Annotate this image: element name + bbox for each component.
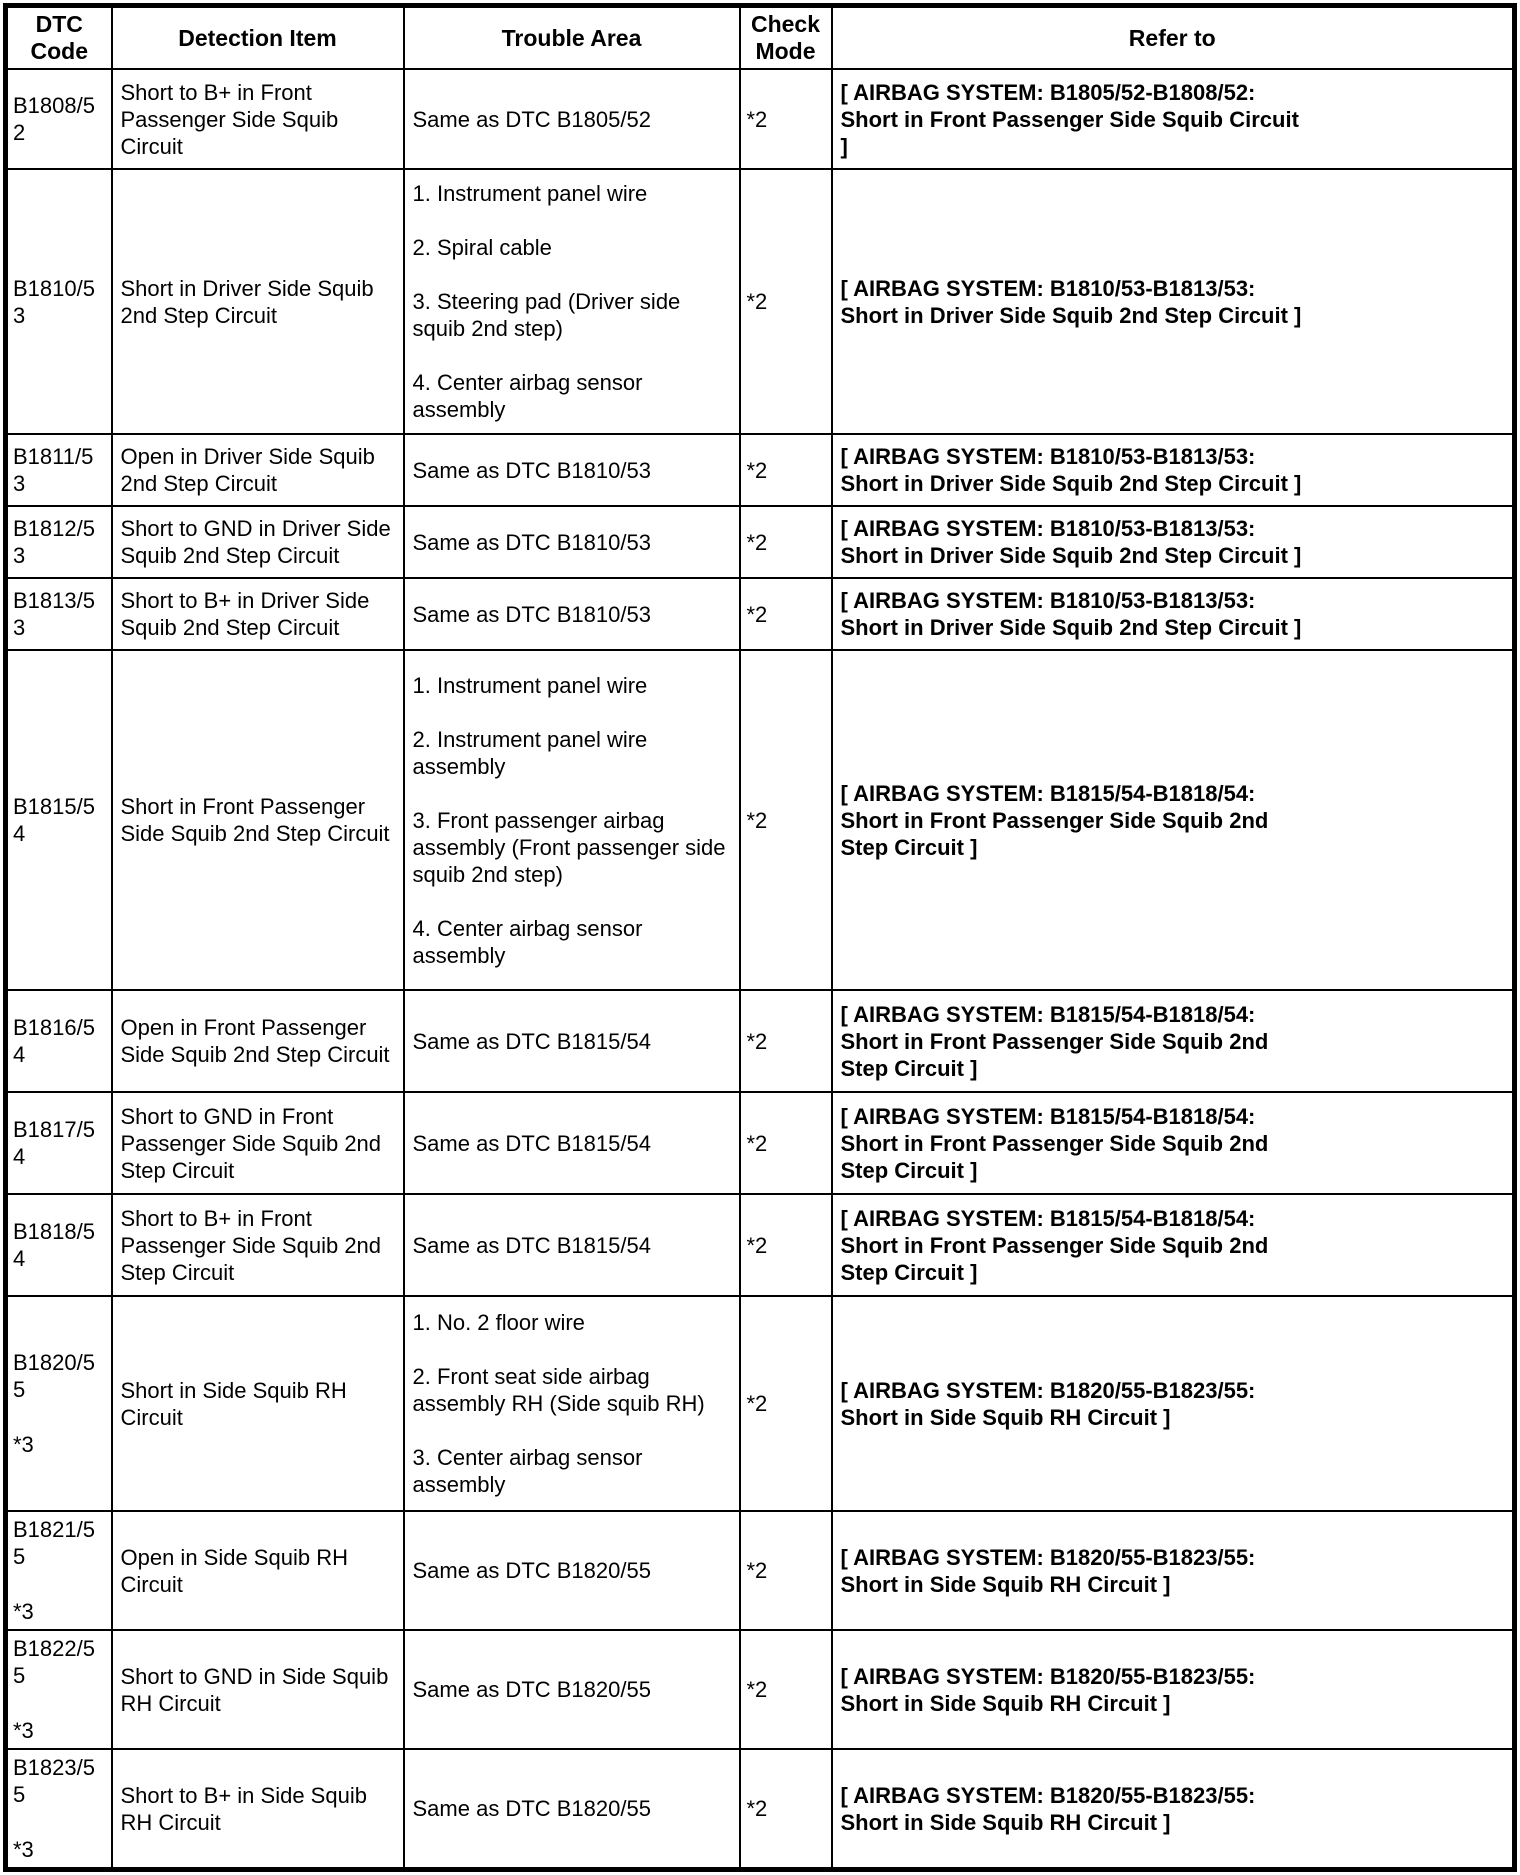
trouble-area-item: Same as DTC B1815/54 (412, 1028, 651, 1054)
refer-to-line: [ AIRBAG SYSTEM: B1810/53-B1813/53: (840, 588, 1256, 613)
check-mode-value: *2 (746, 457, 768, 483)
refer-to-cell (832, 69, 1515, 169)
dtc-code-footnote: *3 (13, 1599, 34, 1624)
refer-to-line: [ AIRBAG SYSTEM: B1815/54-B1818/54: (840, 780, 1256, 806)
trouble-area-item: 3. Steering pad (Driver side squib 2nd step) (412, 289, 681, 341)
trouble-area-item: Same as DTC B1810/53 (412, 457, 651, 483)
dtc-code-cell (6, 650, 112, 990)
check-mode-value: *2 (746, 529, 768, 555)
refer-to-cell (832, 1296, 1515, 1511)
detection-item-text: Short to B+ in Driver Side Squib 2nd Step Circuit (120, 588, 370, 640)
trouble-area-cell (404, 1194, 740, 1296)
refer-to-line: Short in Front Passenger Side Squib 2nd (840, 1028, 1269, 1054)
dtc-code-cell (6, 1296, 112, 1511)
trouble-area-cell (404, 506, 740, 578)
detection-item-text: Open in Front Passenger Side Squib 2nd Step Circuit (120, 1015, 390, 1067)
refer-to-line: Short in Side Squib RH Circuit ] (840, 1404, 1171, 1430)
trouble-area-item: Same as DTC B1815/54 (412, 1232, 651, 1258)
table-row (6, 434, 1515, 506)
trouble-area-cell (404, 169, 740, 434)
dtc-code: B1812/53 (13, 516, 95, 568)
trouble-area-item: 2. Instrument panel wire assembly (412, 726, 648, 779)
dtc-code: B1815/54 (13, 794, 95, 846)
refer-to-line: Short in Side Squib RH Circuit ] (840, 1571, 1171, 1597)
check-mode-cell (740, 434, 832, 506)
detection-item-text: Short in Side Squib RH Circuit (120, 1377, 347, 1430)
trouble-area-item: 3. Front passenger airbag assembly (Front passenger side squib 2nd step) (412, 807, 726, 887)
dtc-code: B1820/55 (13, 1350, 95, 1402)
refer-to-line: [ AIRBAG SYSTEM: B1820/55-B1823/55: (840, 1544, 1256, 1570)
table-row (6, 990, 1515, 1092)
table-row (6, 578, 1515, 650)
refer-to-line: Short in Driver Side Squib 2nd Step Circuit ] (840, 471, 1302, 496)
refer-to-line: Step Circuit ] (840, 1055, 978, 1081)
detection-item-text: Short in Driver Side Squib 2nd Step Circuit (120, 275, 374, 328)
refer-to-line: Short in Driver Side Squib 2nd Step Circuit ] (840, 302, 1302, 328)
check-mode-cell (740, 1630, 832, 1749)
detection-item-cell (112, 1296, 404, 1511)
dtc-code-footnote: *3 (13, 1837, 34, 1862)
trouble-area-item: 4. Center airbag sensor assembly (412, 915, 643, 968)
check-mode-cell (740, 1092, 832, 1194)
check-mode-cell (740, 578, 832, 650)
trouble-area-item: Same as DTC B1820/55 (412, 1796, 651, 1821)
refer-to-line: Short in Front Passenger Side Squib Circuit (840, 106, 1299, 132)
refer-to-line: Short in Driver Side Squib 2nd Step Circuit ] (840, 615, 1302, 640)
dtc-code: B1816/54 (13, 1015, 95, 1067)
trouble-area-item: 1. Instrument panel wire (412, 181, 648, 206)
refer-to-cell (832, 578, 1515, 650)
trouble-area-item: 4. Center airbag sensor assembly (412, 370, 643, 422)
trouble-area-item: 2. Front seat side airbag assembly RH (Side squib RH) (412, 1364, 705, 1416)
trouble-area-item: Same as DTC B1820/55 (412, 1558, 651, 1583)
refer-to-cell (832, 434, 1515, 506)
refer-to-line: Short in Front Passenger Side Squib 2nd (840, 807, 1269, 833)
dtc-code-cell (6, 990, 112, 1092)
dtc-code-cell (6, 1749, 112, 1870)
detection-item-text: Short to B+ in Front Passenger Side Squib Circuit (120, 79, 339, 159)
trouble-area-cell (404, 578, 740, 650)
trouble-area-item: Same as DTC B1815/54 (412, 1130, 651, 1156)
check-mode-value: *2 (746, 106, 768, 132)
refer-to-cell (832, 1194, 1515, 1296)
refer-to-line: [ AIRBAG SYSTEM: B1820/55-B1823/55: (840, 1377, 1256, 1403)
dtc-code: B1823/55 (13, 1755, 95, 1807)
trouble-area-cell (404, 650, 740, 990)
dtc-code-cell (6, 1511, 112, 1630)
check-mode-cell (740, 1511, 832, 1630)
trouble-area-item: Same as DTC B1820/55 (412, 1677, 651, 1702)
refer-to-cell (832, 1092, 1515, 1194)
refer-to-line: Short in Driver Side Squib 2nd Step Circuit ] (840, 543, 1302, 568)
dtc-code: B1818/54 (13, 1219, 95, 1271)
check-mode-cell (740, 506, 832, 578)
detection-item-text: Short in Front Passenger Side Squib 2nd Step Circuit (120, 794, 390, 846)
refer-to-line: Step Circuit ] (840, 1157, 978, 1183)
table-row (6, 1511, 1515, 1630)
refer-to-line: [ AIRBAG SYSTEM: B1805/52-B1808/52: (840, 79, 1256, 105)
dtc-code-cell (6, 69, 112, 169)
refer-to-cell (832, 169, 1515, 434)
dtc-code-cell (6, 506, 112, 578)
refer-to-line: [ AIRBAG SYSTEM: B1820/55-B1823/55: (840, 1782, 1256, 1808)
dtc-code: B1821/55 (13, 1517, 95, 1569)
detection-item-text: Open in Side Squib RH Circuit (120, 1544, 348, 1597)
check-mode-cell (740, 1194, 832, 1296)
dtc-code-cell (6, 578, 112, 650)
trouble-area-item: Same as DTC B1810/53 (412, 601, 651, 627)
trouble-area-item: 3. Center airbag sensor assembly (412, 1445, 643, 1497)
dtc-code: B1813/53 (13, 588, 95, 640)
dtc-code: B1811/53 (13, 444, 94, 496)
table-row (6, 1630, 1515, 1749)
refer-to-line: Short in Front Passenger Side Squib 2nd (840, 1130, 1269, 1156)
check-mode-cell (740, 650, 832, 990)
detection-item-cell (112, 1749, 404, 1870)
detection-item-cell (112, 578, 404, 650)
check-mode-value: *2 (746, 1232, 768, 1258)
detection-item-cell (112, 434, 404, 506)
check-mode-cell (740, 1749, 832, 1870)
trouble-area-item: Same as DTC B1805/52 (412, 106, 651, 132)
dtc-code-cell (6, 1194, 112, 1296)
refer-to-line: [ AIRBAG SYSTEM: B1815/54-B1818/54: (840, 1001, 1256, 1027)
table-row (6, 506, 1515, 578)
trouble-area-cell (404, 1296, 740, 1511)
header-dtc-code: DTC Code (6, 6, 112, 70)
refer-to-cell (832, 506, 1515, 578)
dtc-code-cell (6, 1092, 112, 1194)
refer-to-cell (832, 990, 1515, 1092)
detection-item-text: Short to GND in Side Squib RH Circuit (120, 1663, 389, 1716)
check-mode-value: *2 (746, 1391, 768, 1416)
refer-to-line: [ AIRBAG SYSTEM: B1815/54-B1818/54: (840, 1103, 1256, 1129)
trouble-area-item: Same as DTC B1810/53 (412, 529, 651, 555)
check-mode-value: *2 (746, 1028, 768, 1054)
dtc-code: B1810/53 (13, 275, 95, 328)
refer-to-line: Short in Side Squib RH Circuit ] (840, 1690, 1171, 1716)
refer-to-cell (832, 1630, 1515, 1749)
refer-to-cell (832, 1511, 1515, 1630)
table-header (6, 6, 1515, 70)
check-mode-cell (740, 990, 832, 1092)
dtc-code-cell (6, 169, 112, 434)
header-detection-item: Detection Item (112, 6, 404, 70)
refer-to-cell (832, 1749, 1515, 1870)
refer-to-line: Short in Side Squib RH Circuit ] (840, 1809, 1171, 1835)
detection-item-cell (112, 1092, 404, 1194)
trouble-area-cell (404, 69, 740, 169)
dtc-code-cell (6, 434, 112, 506)
refer-to-line: [ AIRBAG SYSTEM: B1810/53-B1813/53: (840, 516, 1256, 541)
refer-to-line: Step Circuit ] (840, 834, 978, 860)
refer-to-line: Short in Front Passenger Side Squib 2nd (840, 1232, 1269, 1258)
dtc-table-body (6, 69, 1515, 1870)
trouble-area-item: 2. Spiral cable (412, 235, 552, 260)
refer-to-line: [ AIRBAG SYSTEM: B1810/53-B1813/53: (840, 444, 1256, 469)
dtc-code: B1822/55 (13, 1636, 95, 1688)
header-trouble-area: Trouble Area (404, 6, 740, 70)
table-row (6, 1749, 1515, 1870)
refer-to-line: [ AIRBAG SYSTEM: B1810/53-B1813/53: (840, 275, 1256, 301)
table-row (6, 69, 1515, 169)
trouble-area-cell (404, 990, 740, 1092)
detection-item-cell (112, 1630, 404, 1749)
refer-to-cell (832, 650, 1515, 990)
dtc-code-cell (6, 1630, 112, 1749)
refer-to-line: Step Circuit ] (840, 1259, 978, 1285)
detection-item-text: Short to B+ in Side Squib RH Circuit (120, 1782, 367, 1835)
dtc-code-footnote: *3 (13, 1718, 34, 1743)
trouble-area-cell (404, 1630, 740, 1749)
dtc-table (3, 3, 1517, 1872)
check-mode-value: *2 (746, 1130, 768, 1156)
detection-item-cell (112, 1511, 404, 1630)
detection-item-cell (112, 1194, 404, 1296)
header-row (6, 6, 1515, 70)
refer-to-line: ] (840, 133, 848, 159)
check-mode-value: *2 (746, 1796, 768, 1821)
check-mode-value: *2 (746, 1558, 768, 1583)
detection-item-cell (112, 169, 404, 434)
check-mode-cell (740, 169, 832, 434)
table-row (6, 650, 1515, 990)
table-row (6, 169, 1515, 434)
trouble-area-cell (404, 1092, 740, 1194)
detection-item-cell (112, 506, 404, 578)
check-mode-value: *2 (746, 601, 768, 627)
table-row (6, 1194, 1515, 1296)
detection-item-text: Short to B+ in Front Passenger Side Squib 2nd Step Circuit (120, 1205, 382, 1285)
detection-item-cell (112, 69, 404, 169)
check-mode-cell (740, 1296, 832, 1511)
detection-item-cell (112, 650, 404, 990)
header-refer-to: Refer to (832, 6, 1515, 70)
table-row (6, 1296, 1515, 1511)
header-check-mode: Check Mode (740, 6, 832, 70)
trouble-area-item: 1. No. 2 floor wire (412, 1310, 585, 1335)
check-mode-value: *2 (746, 807, 768, 833)
refer-to-line: [ AIRBAG SYSTEM: B1815/54-B1818/54: (840, 1205, 1256, 1231)
check-mode-value: *2 (746, 289, 768, 314)
table-row (6, 1092, 1515, 1194)
dtc-code: B1817/54 (13, 1117, 95, 1169)
detection-item-cell (112, 990, 404, 1092)
refer-to-line: [ AIRBAG SYSTEM: B1820/55-B1823/55: (840, 1663, 1256, 1689)
trouble-area-cell (404, 1511, 740, 1630)
detection-item-text: Open in Driver Side Squib 2nd Step Circuit (120, 444, 375, 496)
detection-item-text: Short to GND in Front Passenger Side Squib 2nd Step Circuit (120, 1103, 382, 1183)
check-mode-value: *2 (746, 1677, 768, 1702)
check-mode-cell (740, 69, 832, 169)
dtc-code: B1808/52 (13, 93, 95, 145)
trouble-area-item: 1. Instrument panel wire (412, 672, 648, 698)
trouble-area-cell (404, 434, 740, 506)
dtc-code-footnote: *3 (13, 1432, 34, 1457)
detection-item-text: Short to GND in Driver Side Squib 2nd Step Circuit (120, 516, 391, 568)
trouble-area-cell (404, 1749, 740, 1870)
